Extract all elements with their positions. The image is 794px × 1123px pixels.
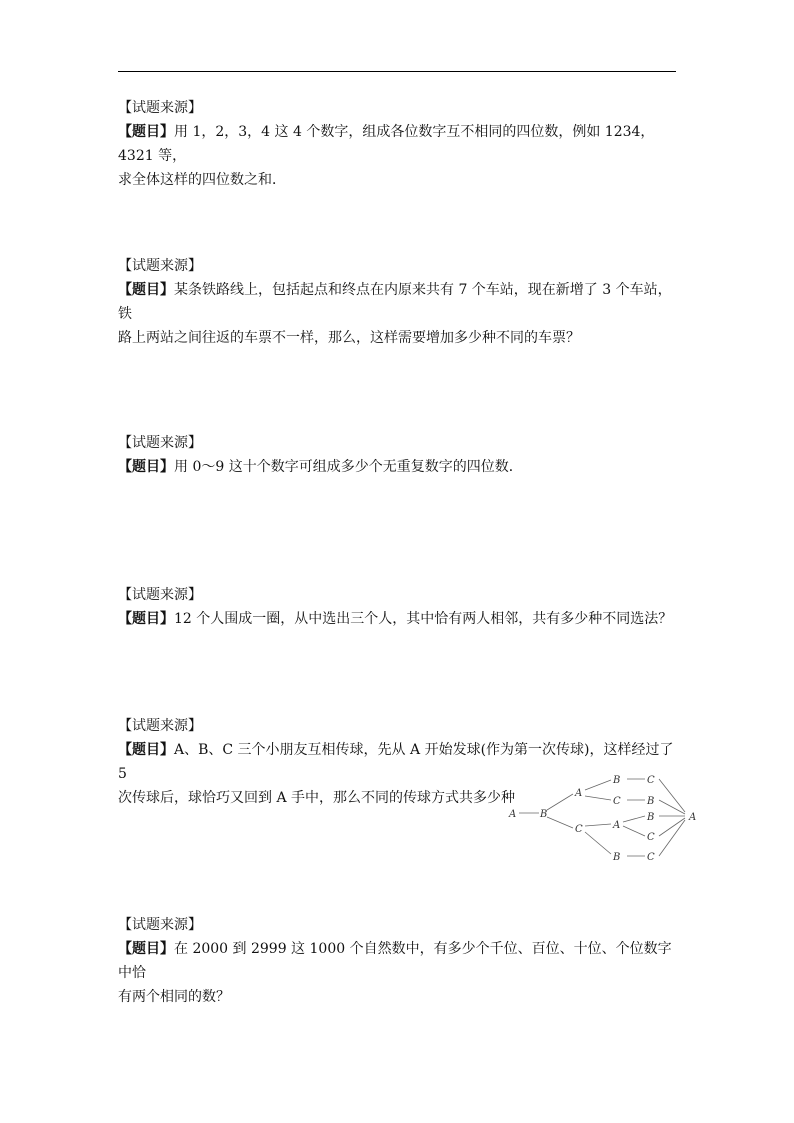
question-label: 【题目】 (118, 124, 174, 140)
question-text-line: 12 个人围成一圈，从中选出三个人，其中恰有两人相邻，共有多少种不同选法？ (174, 611, 673, 627)
question-source: 【试题来源】 (118, 435, 202, 451)
question-text-line: 路上两站之间往返的车票不一样，那么，这样需要增加多少种不同的车票？ (118, 330, 580, 346)
tree-node: C (647, 852, 655, 863)
tree-node: B (613, 852, 621, 863)
tree-node: B (647, 796, 655, 807)
question-text-line: 次传球后，球恰巧又回到 A 手中，那么不同的传球方式共多少种 (118, 790, 516, 806)
question-3 (118, 431, 678, 479)
tree-node: C (647, 832, 655, 843)
question-text-line: 用 0～9 这十个数字可组成多少个无重复数字的四位数． (174, 459, 523, 475)
question-text-line: A、B、C 三个小朋友互相传球，先从 A 开始发球(作为第一次传球)，这样经过了 5 (118, 742, 674, 782)
question-text-line: 在 2000 到 2999 这 1000 个自然数中，有多少个千位、百位、十位、个位数字中恰 (118, 941, 672, 981)
question-text-line: 用 1，2，3，4 这 4 个数字，组成各位数字互不相同的四位数，例如 1234，4321 等， (118, 124, 655, 164)
tree-node: A (613, 820, 621, 831)
tree-node: A (689, 812, 697, 823)
question-text-line: 某条铁路线上，包括起点和终点在内原来共有 7 个车站，现在新增了 3 个车站，铁 (118, 282, 672, 322)
tree-node: B (540, 809, 548, 820)
tree-node: B (647, 812, 655, 823)
tree-node: A (575, 788, 583, 799)
question-2 (118, 254, 678, 350)
question-1 (118, 96, 678, 192)
question-source: 【试题来源】 (118, 917, 202, 933)
tree-node: C (647, 775, 655, 786)
question-label: 【题目】 (118, 459, 174, 475)
question-label: 【题目】 (118, 282, 174, 298)
passing-tree-diagram (505, 770, 715, 870)
tree-node: C (575, 824, 583, 835)
question-4 (118, 583, 678, 631)
question-source: 【试题来源】 (118, 718, 202, 734)
tree-node: C (613, 796, 621, 807)
question-source: 【试题来源】 (118, 587, 202, 603)
question-source: 【试题来源】 (118, 100, 202, 116)
tree-node: B (613, 775, 621, 786)
question-text-line: 求全体这样的四位数之和． (118, 172, 286, 188)
question-label: 【题目】 (118, 742, 174, 758)
question-source: 【试题来源】 (118, 258, 202, 274)
tree-node: A (509, 809, 517, 820)
question-label: 【题目】 (118, 941, 174, 957)
question-label: 【题目】 (118, 611, 174, 627)
header-rule (118, 71, 676, 72)
question-text-line: 有两个相同的数？ (118, 989, 230, 1005)
question-6 (118, 913, 678, 1009)
